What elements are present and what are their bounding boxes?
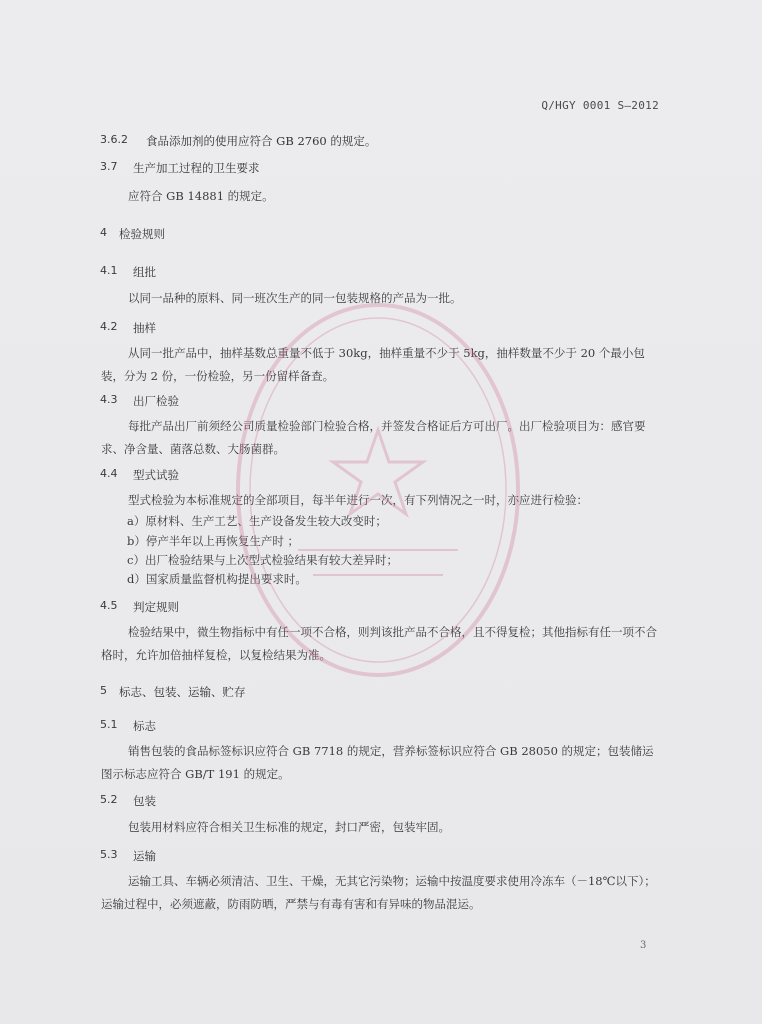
section-4-3-body: 每批产品出厂前须经公司质量检验部门检验合格，并签发合格证后方可出厂。出厂检验项目为：感官要求、净含量、菌落总数、大肠菌群。 [101, 419, 646, 456]
section-4-4-body: 型式检验为本标准规定的全部项目，每半年进行一次，有下列情况之一时，亦应进行检验： [128, 493, 588, 507]
section-title: 型式试验 [133, 468, 179, 482]
section-title: 包装 [133, 794, 156, 808]
page-number: 3 [640, 940, 647, 951]
section-number: 4.1 [100, 264, 118, 277]
section-title: 出厂检验 [133, 394, 179, 408]
section-title: 组批 [133, 265, 156, 279]
section-number: 4.2 [100, 320, 118, 333]
section-5-1-body: 销售包装的食品标签标识应符合 GB 7718 的规定，营养标签标识应符合 GB 28050 的规定；包装储运图示标志应符合 GB/T 191 的规定。 [101, 744, 654, 781]
section-title: 标志 [133, 719, 156, 733]
clause-number: 3.6.2 [100, 133, 128, 146]
section-number: 5.3 [100, 848, 118, 861]
section-title: 标志、包装、运输、贮存 [119, 685, 246, 699]
list-item: b）停产半年以上再恢复生产时 ； [127, 534, 300, 548]
list-item: c）出厂检验结果与上次型式检验结果有较大差异时； [127, 553, 398, 567]
section-title: 生产加工过程的卫生要求 [133, 161, 260, 175]
section-number: 3.7 [100, 160, 118, 173]
section-title: 抽样 [133, 321, 156, 335]
clause-text: 食品添加剂的使用应符合 GB 2760 的规定。 [146, 134, 377, 148]
section-4-5-body: 检验结果中，微生物指标中有任一项不合格，则判该批产品不合格，且不得复检；其他指标有任一项不合格时，允许加倍抽样复检，以复检结果为准。 [101, 625, 657, 662]
section-number: 5.1 [100, 718, 118, 731]
list-item: d）国家质量监督机构提出要求时。 [127, 572, 307, 586]
section-4-2-body: 从同一批产品中，抽样基数总重量不低于 30kg，抽样重量不少于 5kg，抽样数量不少于 20 个最小包装，分为 2 份，一份检验，另一份留样备查。 [101, 346, 645, 383]
section-3-7-body: 应符合 GB 14881 的规定。 [128, 189, 274, 203]
section-number: 4.3 [100, 393, 118, 406]
section-4-1-body: 以同一品种的原料、同一班次生产的同一包装规格的产品为一批。 [128, 291, 462, 305]
section-number: 4.5 [100, 599, 118, 612]
standard-number: Q/HGY 0001 S—2012 [541, 99, 659, 112]
section-5-3-body: 运输工具、车辆必须清洁、卫生、干燥，无其它污染物；运输中按温度要求使用冷冻车（－18℃以下）；运输过程中，必须遮蔽，防雨防晒，严禁与有毒有害和有异味的物品混运。 [101, 874, 656, 911]
section-number: 4.4 [100, 467, 118, 480]
list-item: a）原材料、生产工艺、生产设备发生较大改变时； [127, 514, 387, 528]
section-5-2-body: 包装用材料应符合相关卫生标准的规定，封口严密，包装牢固。 [128, 820, 450, 834]
section-number: 5.2 [100, 793, 118, 806]
section-title: 运输 [133, 849, 156, 863]
section-number: 4 [100, 226, 107, 239]
section-title: 判定规则 [133, 600, 179, 614]
section-number: 5 [100, 684, 107, 697]
section-title: 检验规则 [119, 227, 165, 241]
